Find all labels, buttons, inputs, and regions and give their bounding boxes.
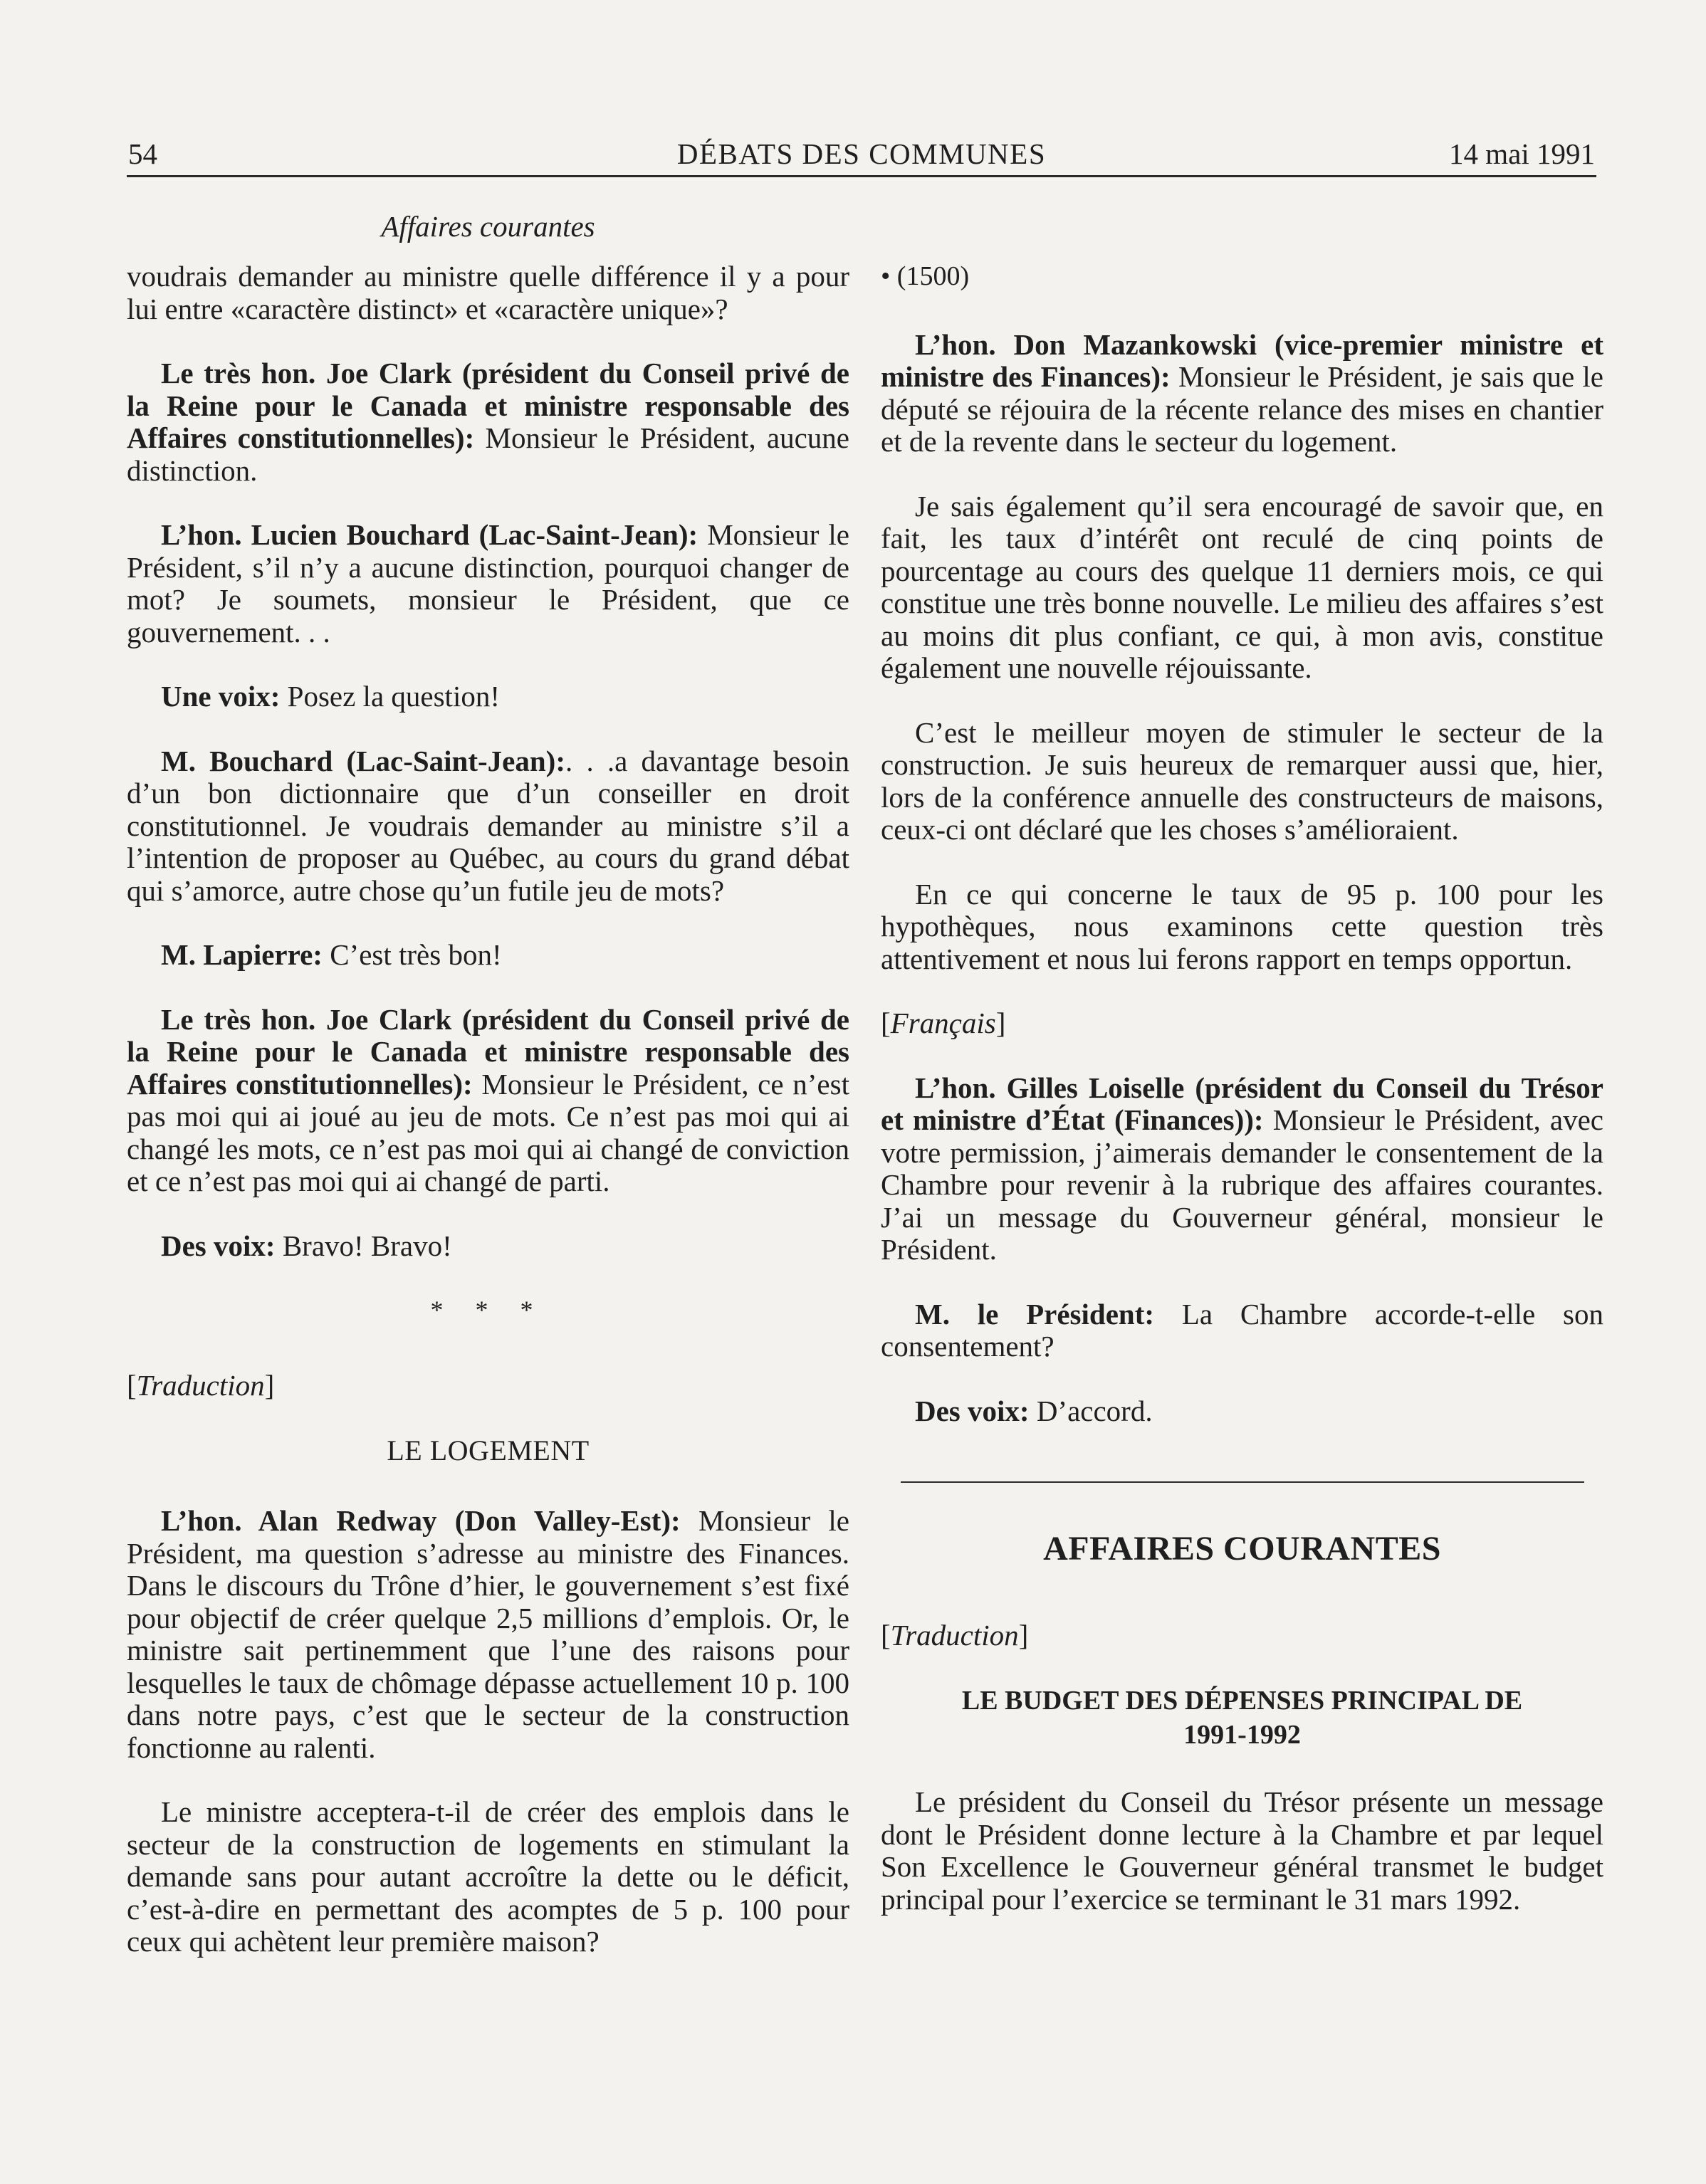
paragraph — [127, 1505, 849, 1764]
heading-line-2: 1991-1992 — [1183, 1720, 1301, 1750]
speech-text: . . .a davantage besoin d’un bon dictionnaire que d’un conseiller en droit constitutionnel. Je voudrais demander au ministre s’il a l’intention de proposer au Québec, au cours du grand débat qui s’amorce, autre chose qu’un futile jeu de mots? — [127, 744, 849, 907]
speech-text: Monsieur le Président, ce n’est pas moi qui ai joué au jeu de mots. Ce n’est pas moi qui ai changé les mots, ce n’est pas moi qui ai changé de conviction et ce n’est pas moi qui ai changé de parti. — [127, 1067, 849, 1197]
speaker-name: M. Lapierre: — [161, 938, 323, 971]
speaker-name: M. le Président: — [915, 1297, 1155, 1330]
speech-text: Le président du Conseil du Trésor présente un message dont le Président donne lecture à la Chambre et par lequel Son Excellence le Gouverneur général transmet le budget principal pour l’exercice se terminant le 31 mars 1992. — [881, 1785, 1603, 1916]
language-tag-text: Français — [890, 1007, 996, 1039]
paragraph — [127, 681, 849, 713]
speech-text: Le ministre acceptera-t-il de créer des emplois dans le secteur de la construction de logements en stimulant la demande sans pour autant accroître la dette ou le déficit, c’est-à-dire en permettant des acomptes de 5 p. 100 pour ceux qui achètent leur première maison? — [127, 1795, 849, 1958]
paragraph — [881, 490, 1603, 685]
speech-text: D’accord. — [1029, 1394, 1153, 1427]
time-marker: • (1500) — [881, 261, 970, 291]
speech-text: Monsieur le Président, s’il n’y a aucune distinction, pourquoi changer de mot? Je soumets, monsieur le Président, que ce gouvernement. . . — [127, 518, 849, 649]
speaker-name: L’hon. Alan Redway (Don Valley-Est): — [161, 1504, 681, 1537]
speaker-name: L’hon. Lucien Bouchard (Lac-Saint-Jean): — [161, 518, 698, 551]
paragraph — [881, 1072, 1603, 1266]
paragraph — [127, 745, 849, 908]
paragraph — [127, 939, 849, 972]
paragraph — [127, 1230, 849, 1263]
publication-title: DÉBATS DES COMMUNES — [676, 137, 1047, 170]
language-tag: [Traduction] — [881, 1618, 1029, 1652]
paragraph — [127, 1796, 849, 1958]
paragraph — [127, 261, 849, 325]
speech-text: En ce qui concerne le taux de 95 p. 100 pour les hypothèques, nous examinons cette question très attentivement et nous lui ferons rapport en temps opportun. — [881, 877, 1603, 975]
paragraph — [127, 357, 849, 487]
speaker-name: L’hon. Gilles Loiselle (président du Conseil du Trésor et ministre d’État (Finances)): — [881, 1071, 1603, 1136]
paragraph — [881, 1786, 1603, 1916]
speaker-name: L’hon. Don Mazankowski (vice-premier ministre et ministre des Finances): — [881, 327, 1603, 393]
heading-line-1: LE BUDGET DES DÉPENSES PRINCIPAL DE — [961, 1686, 1523, 1716]
paragraph — [881, 329, 1603, 458]
paragraph — [127, 519, 849, 649]
page-number: 54 — [128, 137, 157, 170]
speech-text: La Chambre accorde-t-elle son consentement? — [881, 1297, 1603, 1363]
header-date: 14 mai 1991 — [1449, 137, 1595, 170]
language-tag-text: Traduction — [136, 1368, 265, 1402]
speech-text: Je sais également qu’il sera encouragé de savoir que, en fait, les taux d’intérêt ont reculé de cinq points de pourcentage au cours des quelque 11 derniers mois, ce qui constitue une très bonne nouvelle. Le milieu des affaires s’est au moins dit plus confiant, ce qui, à mon avis, constitue également une nouvelle réjouissante. — [881, 489, 1603, 684]
major-heading: AFFAIRES COURANTES — [1043, 1530, 1441, 1568]
speech-text: voudrais demander au ministre quelle différence il y a pour lui entre «caractère distinct» et «caractère unique»? — [127, 260, 849, 325]
paragraph — [881, 1298, 1603, 1363]
speaker-name: Le très hon. Joe Clark (président du Conseil privé de la Reine pour le Canada et ministre responsable des Affaires constitutionnelles): — [127, 357, 849, 454]
speech-text: Monsieur le Président, aucune distinction. — [127, 421, 849, 487]
speech-text: Bravo! Bravo! — [275, 1229, 452, 1262]
speech-text: Monsieur le Président, je sais que le député se réjouira de la récente relance des mises en chantier et de la revente dans le secteur du logement. — [881, 360, 1603, 458]
language-tag: [Traduction] — [127, 1368, 275, 1402]
speaker-name: Le très hon. Joe Clark (président du Conseil privé de la Reine pour le Canada et ministre responsable des Affaires constitutionnelles): — [127, 1002, 849, 1101]
subsection-heading — [902, 1684, 1582, 1752]
speech-text: C’est le meilleur moyen de stimuler le secteur de la construction. Je suis heureux de remarquer aussi que, hier, lors de la conférence annuelle des constructeurs de maisons, ceux-ci ont déclaré que les choses s’amélioraient. — [881, 715, 1603, 846]
section-divider — [901, 1481, 1584, 1483]
left-column — [127, 261, 849, 1990]
section-separator: * * * — [430, 1296, 546, 1324]
speech-text: Monsieur le Président, ma question s’adresse au ministre des Finances. Dans le discours du Trône d’hier, le gouvernement s’est fixé pour objectif de créer quelque 2,5 millions d’emplois. Or, le ministre sait pertinemment que l’une des raisons pour lesquelles le taux de chômage dépasse actuellement 10 p. 100 dans notre pays, c’est que le secteur de la construction fonctionne au ralenti. — [127, 1504, 849, 1764]
speech-text: C’est très bon! — [322, 938, 502, 971]
paragraph — [881, 1395, 1603, 1428]
section-subtitle: Affaires courantes — [381, 210, 595, 243]
paragraph — [127, 1004, 849, 1198]
running-header — [127, 132, 1596, 175]
speech-text: Posez la question! — [280, 680, 500, 713]
speaker-name: Une voix: — [161, 680, 281, 713]
paragraph — [881, 717, 1603, 846]
section-heading: LE LOGEMENT — [387, 1434, 590, 1466]
right-column — [881, 261, 1603, 1948]
header-rule — [127, 175, 1596, 177]
language-tag: [Français] — [881, 1007, 1006, 1039]
speaker-name: Des voix: — [915, 1394, 1030, 1427]
speaker-name: M. Bouchard (Lac-Saint-Jean): — [161, 744, 565, 777]
paragraph — [881, 878, 1603, 976]
speech-text: Monsieur le Président, avec votre permission, j’aimerais demander le consentement de la Chambre pour revenir à la rubrique des affaires courantes. J’ai un message du Gouverneur général, monsieur le Président. — [881, 1103, 1603, 1266]
language-tag-text: Traduction — [890, 1618, 1019, 1652]
speaker-name: Des voix: — [161, 1229, 276, 1262]
